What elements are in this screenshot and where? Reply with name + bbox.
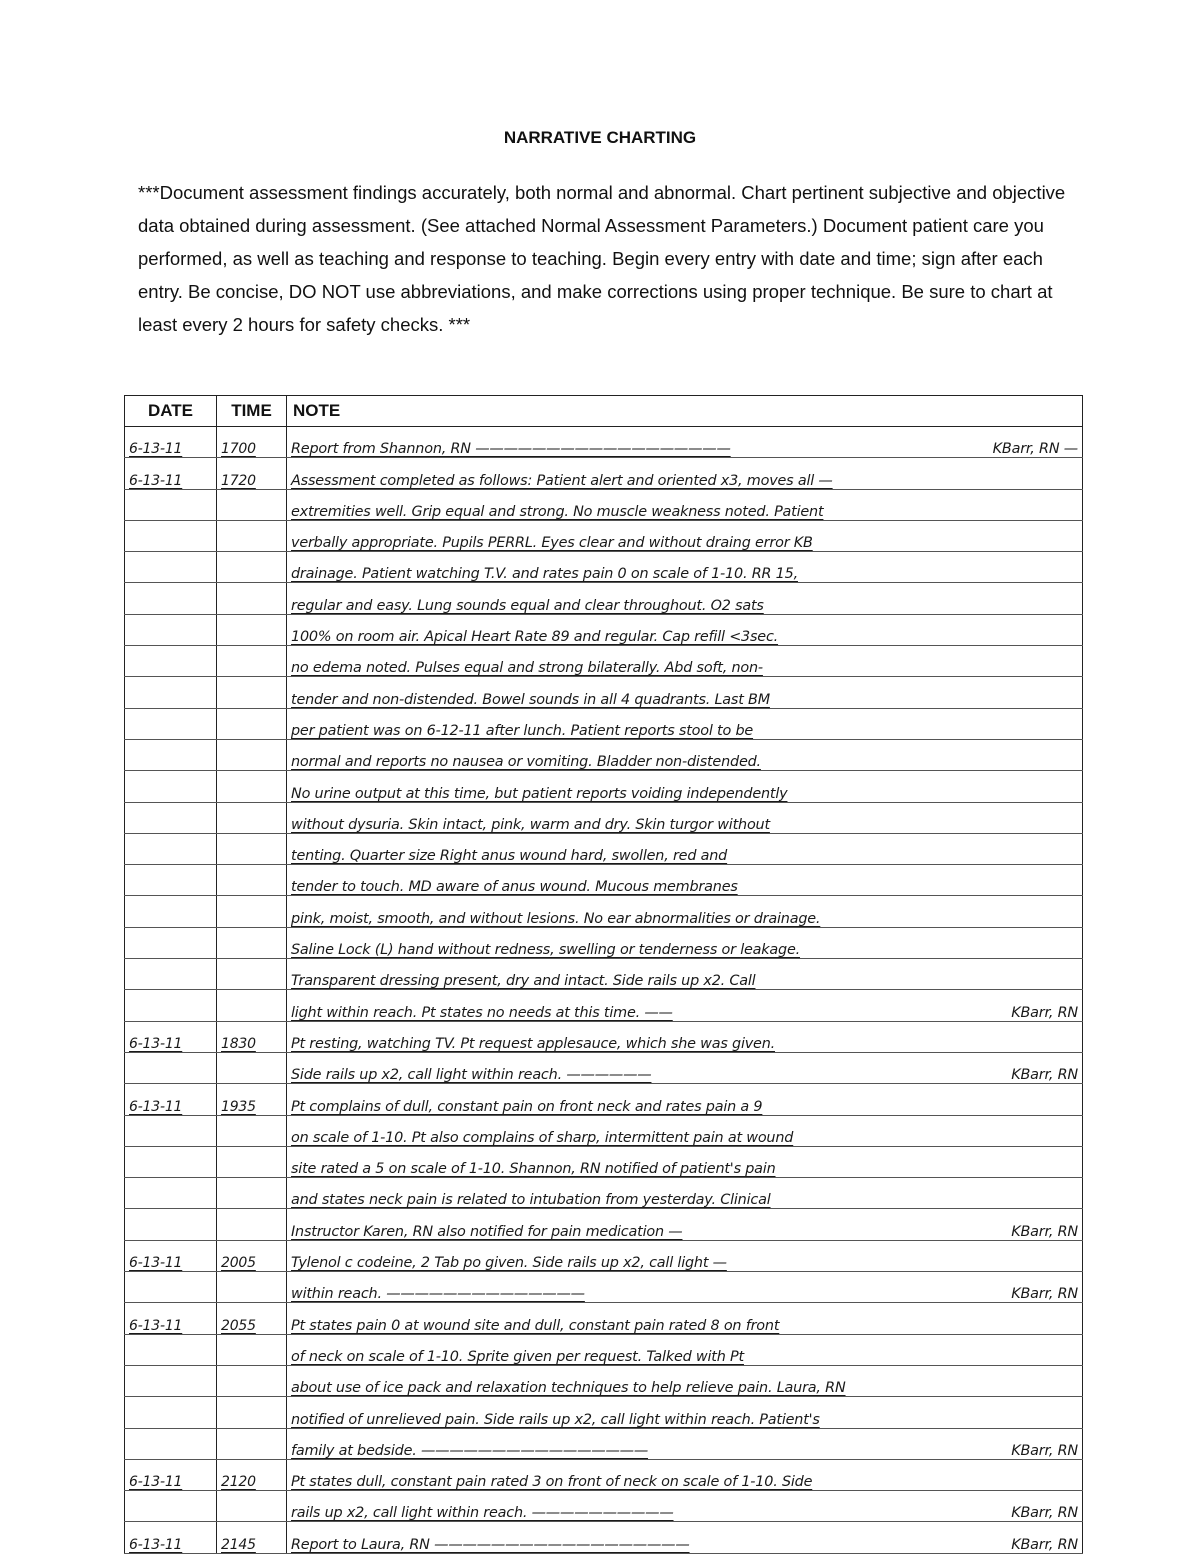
entry-note [287,646,1083,677]
table-row [125,1491,1083,1522]
entry-note-text: Pt complains of dull, constant pain on front neck and rates pain a 9 [291,1098,763,1115]
entry-note-text: verbally appropriate. Pupils PERRL. Eyes clear and without draing error KB [291,535,813,552]
table-row [125,646,1083,677]
entry-time [217,1115,287,1146]
entry-note [287,1428,1083,1459]
entry-note-text: per patient was on 6-12-11 after lunch. Patient reports stool to be [291,722,754,739]
table-header-row [125,396,1083,427]
entry-date [125,833,217,864]
entry-note-text: tender to touch. MD aware of anus wound. Mucous membranes [291,879,738,896]
entry-date [125,1146,217,1177]
entry-note [287,677,1083,708]
entry-note [287,1272,1083,1303]
entry-time: 2005 [217,1240,287,1271]
table-row [125,1240,1083,1271]
table-row [125,1303,1083,1334]
entry-time [217,1428,287,1459]
entry-date [125,1428,217,1459]
entry-date [125,1397,217,1428]
table-row [125,896,1083,927]
entry-note [287,833,1083,864]
entry-note-text: Pt resting, watching TV. Pt request applesauce, which she was given. [291,1035,776,1052]
table-row [125,1397,1083,1428]
entry-date [125,927,217,958]
entry-note-text: No urine output at this time, but patient reports voiding independently [291,785,788,802]
table-row [125,1021,1083,1052]
entry-time [217,990,287,1021]
entry-note-text: Instructor Karen, RN also notified for pain medication — [291,1223,683,1240]
table-row [125,1209,1083,1240]
entry-note-text: Transparent dressing present, dry and intact. Side rails up x2. Call [291,973,756,990]
entry-date [125,896,217,927]
entry-note-text: extremities well. Grip equal and strong. No muscle weakness noted. Patient [291,503,824,520]
entry-date: 6-13-11 [125,1303,217,1334]
entry-time [217,646,287,677]
entry-time [217,802,287,833]
entry-note [287,708,1083,739]
entry-note-text: without dysuria. Skin intact, pink, warm and dry. Skin turgor without [291,816,770,833]
entry-date [125,1115,217,1146]
entry-note [287,1084,1083,1115]
entry-note-text: rails up x2, call light within reach. —————————— [291,1505,674,1522]
entry-signature: KBarr, RN [1011,1223,1078,1240]
date-column-header: DATE [125,396,217,427]
table-row [125,1459,1083,1490]
entry-time [217,865,287,896]
entry-time: 1700 [217,427,287,458]
entry-time [217,1491,287,1522]
entry-date [125,677,217,708]
entry-note [287,552,1083,583]
entry-note-text: family at bedside. ———————————————— [291,1442,649,1459]
entry-date: 6-13-11 [125,1084,217,1115]
entry-time [217,708,287,739]
entry-note-text: about use of ice pack and relaxation techniques to help relieve pain. Laura, RN [291,1380,846,1397]
entry-date [125,489,217,520]
entry-note-text: on scale of 1-10. Pt also complains of sharp, intermittent pain at wound [291,1129,794,1146]
entry-signature: KBarr, RN [1011,1004,1078,1021]
entry-date [125,1365,217,1396]
entry-note [287,520,1083,551]
entry-time: 1935 [217,1084,287,1115]
entry-note-text: Saline Lock (L) hand without redness, swelling or tenderness or leakage. [291,942,801,959]
table-row [125,1178,1083,1209]
note-column-header: NOTE [287,396,1083,427]
entry-note [287,959,1083,990]
entry-note [287,489,1083,520]
entry-time [217,1052,287,1083]
entry-signature: KBarr, RN — [992,441,1078,458]
entry-time [217,833,287,864]
entry-time [217,614,287,645]
entry-note [287,1021,1083,1052]
entry-date [125,583,217,614]
table-row [125,1146,1083,1177]
entry-note-text: Pt states pain 0 at wound site and dull, constant pain rated 8 on front [291,1317,780,1334]
table-row [125,865,1083,896]
page-title: NARRATIVE CHARTING [503,128,697,147]
entry-time: 1830 [217,1021,287,1052]
entry-note-text: normal and reports no nausea or vomiting. Bladder non-distended. [291,754,761,771]
table-row [125,614,1083,645]
entry-note-text: no edema noted. Pulses equal and strong bilaterally. Abd soft, non- [291,660,763,677]
table-row [125,708,1083,739]
table-row [125,583,1083,614]
entry-time [217,583,287,614]
entry-note-text: Tylenol c codeine, 2 Tab po given. Side rails up x2, call light — [291,1255,727,1272]
entry-signature: KBarr, RN [1011,1286,1078,1303]
entry-date [125,802,217,833]
table-row [125,677,1083,708]
entry-note [287,1491,1083,1522]
table-row [125,1052,1083,1083]
entry-note-text: Pt states dull, constant pain rated 3 on front of neck on scale of 1-10. Side [291,1474,813,1491]
entry-note-text: drainage. Patient watching T.V. and rates pain 0 on scale of 1-10. RR 15, [291,566,798,583]
entry-signature: KBarr, RN [1011,1442,1078,1459]
table-row [125,739,1083,770]
table-row [125,959,1083,990]
entry-date [125,771,217,802]
table-row [125,552,1083,583]
entry-note [287,1240,1083,1271]
entry-note [287,1397,1083,1428]
narrative-chart-table [124,395,1083,1554]
entry-time: 2055 [217,1303,287,1334]
entry-note [287,427,1083,458]
entry-note-text: Report to Laura, RN —————————————————— [291,1536,690,1553]
entry-date [125,646,217,677]
entry-note-text: and states neck pain is related to intubation from yesterday. Clinical [291,1192,771,1209]
entry-note-text: Report from Shannon, RN —————————————————— [291,441,731,458]
entry-note-text: tender and non-distended. Bowel sounds in all 4 quadrants. Last BM [291,691,770,708]
entry-note-text: Side rails up x2, call light within reach. —————— [291,1067,652,1084]
entry-date [125,739,217,770]
entry-time [217,1178,287,1209]
entry-note-text: site rated a 5 on scale of 1-10. Shannon, RN notified of patient's pain [291,1161,776,1178]
table-row [125,927,1083,958]
entry-date [125,614,217,645]
entry-note [287,1052,1083,1083]
entry-date [125,520,217,551]
entry-note [287,1303,1083,1334]
entry-note-text: tenting. Quarter size Right anus wound hard, swollen, red and [291,848,728,865]
table-row [125,1522,1083,1553]
entry-note [287,1178,1083,1209]
table-row [125,1334,1083,1365]
table-row [125,1084,1083,1115]
entry-note [287,771,1083,802]
chart-entries [125,427,1083,1554]
entry-note-text: regular and easy. Lung sounds equal and clear throughout. O2 sats [291,597,764,614]
entry-time [217,677,287,708]
entry-date [125,1178,217,1209]
entry-signature: KBarr, RN [1011,1067,1078,1084]
entry-date [125,959,217,990]
entry-signature: KBarr, RN [1011,1536,1078,1553]
table-row [125,990,1083,1021]
entry-time [217,1365,287,1396]
entry-date [125,552,217,583]
entry-note-text: of neck on scale of 1-10. Sprite given per request. Talked with Pt [291,1348,744,1365]
entry-note-text: notified of unrelieved pain. Side rails up x2, call light within reach. Patient's [291,1411,820,1428]
entry-note-text: within reach. —————————————— [291,1286,585,1303]
entry-note [287,1115,1083,1146]
table-row [125,520,1083,551]
entry-time [217,1146,287,1177]
entry-note [287,896,1083,927]
entry-time: 2120 [217,1459,287,1490]
table-row [125,1115,1083,1146]
entry-time: 1720 [217,458,287,489]
entry-time [217,552,287,583]
entry-note [287,927,1083,958]
entry-time [217,896,287,927]
table-row [125,427,1083,458]
entry-time [217,520,287,551]
entry-note-text: pink, moist, smooth, and without lesions. No ear abnormalities or drainage. [291,910,821,927]
entry-note [287,1334,1083,1365]
entry-time [217,1272,287,1303]
entry-date: 6-13-11 [125,427,217,458]
table-row [125,1272,1083,1303]
entry-date: 6-13-11 [125,1021,217,1052]
entry-time [217,1209,287,1240]
entry-note [287,1365,1083,1396]
entry-note [287,1522,1083,1553]
entry-date [125,990,217,1021]
table-row [125,802,1083,833]
entry-time [217,771,287,802]
entry-time [217,1397,287,1428]
entry-note-text: Assessment completed as follows: Patient alert and oriented x3, moves all — [291,472,833,489]
table-row [125,833,1083,864]
entry-note [287,1146,1083,1177]
entry-time: 2145 [217,1522,287,1553]
entry-note [287,739,1083,770]
table-row [125,489,1083,520]
entry-date [125,1334,217,1365]
entry-note-text: 100% on room air. Apical Heart Rate 89 and regular. Cap refill <3sec. [291,629,779,646]
time-column-header: TIME [217,396,287,427]
entry-date: 6-13-11 [125,1240,217,1271]
entry-note [287,1459,1083,1490]
entry-date: 6-13-11 [125,1522,217,1553]
table-row [125,1365,1083,1396]
entry-note-text: light within reach. Pt states no needs at this time. —— [291,1004,673,1021]
entry-time [217,489,287,520]
charting-instructions: ***Document assessment findings accurately, both normal and abnormal. Chart pertinent subjective and objective data obtained during assessment. (See attached Normal Assessment Parameters.) Document patient care you performed, as well as teaching and response to teaching. Begin every entry with date and time; sign after each entry. Be concise, DO NOT use abbreviations, and make corrections using proper technique. Be sure to chart at least every 2 hours for safety checks. *** [138,182,1066,335]
table-row [125,771,1083,802]
entry-note [287,990,1083,1021]
entry-note [287,583,1083,614]
entry-date [125,1209,217,1240]
entry-note [287,865,1083,896]
entry-date: 6-13-11 [125,1459,217,1490]
entry-date [125,708,217,739]
entry-time [217,739,287,770]
entry-time [217,1334,287,1365]
entry-signature: KBarr, RN [1011,1505,1078,1522]
entry-date [125,1052,217,1083]
table-row [125,458,1083,489]
entry-date: 6-13-11 [125,458,217,489]
entry-time [217,959,287,990]
entry-note [287,614,1083,645]
entry-time [217,927,287,958]
entry-date [125,1491,217,1522]
entry-date [125,865,217,896]
entry-note [287,1209,1083,1240]
entry-note [287,802,1083,833]
entry-date [125,1272,217,1303]
table-row [125,1428,1083,1459]
entry-note [287,458,1083,489]
